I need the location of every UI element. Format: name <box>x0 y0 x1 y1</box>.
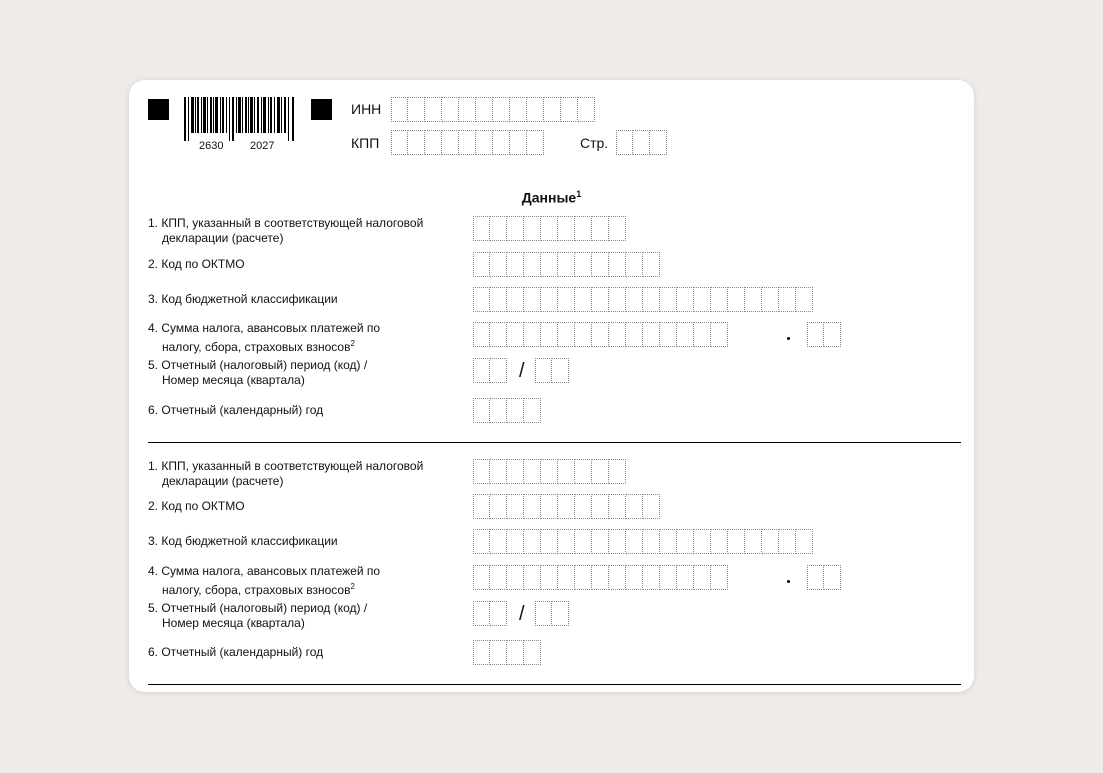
char-cell[interactable] <box>575 216 592 241</box>
char-cell[interactable] <box>425 130 442 155</box>
char-cell[interactable] <box>592 565 609 590</box>
oktmo-cells[interactable] <box>473 494 660 519</box>
char-cell[interactable] <box>660 565 677 590</box>
inn-label: ИНН <box>351 101 382 117</box>
char-cell[interactable] <box>575 252 592 277</box>
char-cell[interactable] <box>524 216 541 241</box>
section-divider <box>148 684 961 685</box>
char-cell[interactable] <box>694 529 711 554</box>
char-cell[interactable] <box>824 565 841 590</box>
barcode-number-right: 2027 <box>250 140 275 152</box>
char-cell[interactable] <box>535 358 552 383</box>
char-cell[interactable] <box>507 529 524 554</box>
char-cell[interactable] <box>524 459 541 484</box>
char-cell[interactable] <box>473 565 490 590</box>
decimal-point <box>787 580 790 583</box>
char-cell[interactable] <box>643 252 660 277</box>
char-cell[interactable] <box>527 97 544 122</box>
char-cell[interactable] <box>575 287 592 312</box>
char-cell[interactable] <box>442 97 459 122</box>
kpp-cells[interactable] <box>391 130 544 155</box>
char-cell[interactable] <box>507 287 524 312</box>
kpp-label: КПП <box>351 135 380 151</box>
char-cell[interactable] <box>609 529 626 554</box>
char-cell[interactable] <box>626 287 643 312</box>
char-cell[interactable] <box>626 252 643 277</box>
char-cell[interactable] <box>779 287 796 312</box>
corner-marker-right <box>311 99 332 120</box>
char-cell[interactable] <box>493 130 510 155</box>
period-code-cells[interactable] <box>473 358 507 383</box>
char-cell[interactable] <box>616 130 633 155</box>
char-cell[interactable] <box>643 287 660 312</box>
page-number-cells[interactable] <box>616 130 667 155</box>
char-cell[interactable] <box>558 494 575 519</box>
kbk-cells[interactable] <box>473 287 813 312</box>
char-cell[interactable] <box>558 565 575 590</box>
char-cell[interactable] <box>711 287 728 312</box>
char-cell[interactable] <box>592 287 609 312</box>
char-cell[interactable] <box>473 640 490 665</box>
char-cell[interactable] <box>558 216 575 241</box>
tax-amount-cells[interactable] <box>473 322 728 347</box>
char-cell[interactable] <box>524 565 541 590</box>
char-cell[interactable] <box>541 529 558 554</box>
char-cell[interactable] <box>476 130 493 155</box>
char-cell[interactable] <box>796 287 813 312</box>
kbk-cells[interactable] <box>473 529 813 554</box>
char-cell[interactable] <box>575 565 592 590</box>
char-cell[interactable] <box>762 529 779 554</box>
char-cell[interactable] <box>609 322 626 347</box>
char-cell[interactable] <box>391 97 408 122</box>
period-label: 5. Отчетный (налоговый) период (код) / Номер месяца (квартала) <box>148 601 368 630</box>
char-cell[interactable] <box>490 252 507 277</box>
char-cell[interactable] <box>677 322 694 347</box>
year-label: 6. Отчетный (календарный) год <box>148 645 324 659</box>
char-cell[interactable] <box>507 640 524 665</box>
kpp-declaration-cells[interactable] <box>473 459 626 484</box>
char-cell[interactable] <box>609 565 626 590</box>
char-cell[interactable] <box>490 494 507 519</box>
char-cell[interactable] <box>524 252 541 277</box>
char-cell[interactable] <box>507 565 524 590</box>
char-cell[interactable] <box>473 252 490 277</box>
section-divider <box>148 442 961 443</box>
char-cell[interactable] <box>541 494 558 519</box>
kbk-label: 3. Код бюджетной классификации <box>148 534 338 548</box>
char-cell[interactable] <box>626 565 643 590</box>
barcode-icon <box>184 97 296 141</box>
char-cell[interactable] <box>609 494 626 519</box>
char-cell[interactable] <box>626 494 643 519</box>
section-title-footnote: 1 <box>576 189 582 199</box>
char-cell[interactable] <box>524 398 541 423</box>
char-cell[interactable] <box>473 398 490 423</box>
char-cell[interactable] <box>694 322 711 347</box>
char-cell[interactable] <box>507 494 524 519</box>
tax-amount-fraction-cells[interactable] <box>807 565 841 590</box>
char-cell[interactable] <box>490 322 507 347</box>
char-cell[interactable] <box>609 287 626 312</box>
char-cell[interactable] <box>677 287 694 312</box>
char-cell[interactable] <box>476 97 493 122</box>
char-cell[interactable] <box>650 130 667 155</box>
period-separator: / <box>519 360 525 382</box>
char-cell[interactable] <box>728 529 745 554</box>
char-cell[interactable] <box>408 97 425 122</box>
char-cell[interactable] <box>473 601 490 626</box>
year-label: 6. Отчетный (календарный) год <box>148 403 324 417</box>
kbk-label: 3. Код бюджетной классификации <box>148 292 338 306</box>
char-cell[interactable] <box>592 252 609 277</box>
char-cell[interactable] <box>507 216 524 241</box>
char-cell[interactable] <box>558 287 575 312</box>
char-cell[interactable] <box>524 322 541 347</box>
char-cell[interactable] <box>643 494 660 519</box>
char-cell[interactable] <box>459 97 476 122</box>
char-cell[interactable] <box>510 97 527 122</box>
char-cell[interactable] <box>643 529 660 554</box>
char-cell[interactable] <box>535 601 552 626</box>
char-cell[interactable] <box>592 459 609 484</box>
char-cell[interactable] <box>510 130 527 155</box>
oktmo-cells[interactable] <box>473 252 660 277</box>
char-cell[interactable] <box>524 287 541 312</box>
tax-amount-cells[interactable] <box>473 565 728 590</box>
char-cell[interactable] <box>807 322 824 347</box>
char-cell[interactable] <box>660 529 677 554</box>
char-cell[interactable] <box>493 97 510 122</box>
kpp-declaration-label: 1. КПП, указанный в соответствующей налоговой декларации (расчете) <box>148 216 424 245</box>
char-cell[interactable] <box>643 322 660 347</box>
section-title <box>0 189 1103 206</box>
char-cell[interactable] <box>728 287 745 312</box>
char-cell[interactable] <box>391 130 408 155</box>
tax-amount-label: 4. Сумма налога, авансовых платежей по налогу, сбора, страховых взносов$^2$ <box>148 564 381 597</box>
char-cell[interactable] <box>609 459 626 484</box>
char-cell[interactable] <box>552 358 569 383</box>
char-cell[interactable] <box>711 529 728 554</box>
char-cell[interactable] <box>711 322 728 347</box>
char-cell[interactable] <box>643 565 660 590</box>
char-cell[interactable] <box>490 459 507 484</box>
char-cell[interactable] <box>796 529 813 554</box>
char-cell[interactable] <box>473 287 490 312</box>
char-cell[interactable] <box>558 322 575 347</box>
char-cell[interactable] <box>490 601 507 626</box>
char-cell[interactable] <box>626 529 643 554</box>
char-cell[interactable] <box>677 565 694 590</box>
char-cell[interactable] <box>575 322 592 347</box>
char-cell[interactable] <box>745 287 762 312</box>
char-cell[interactable] <box>660 287 677 312</box>
char-cell[interactable] <box>541 322 558 347</box>
corner-marker-left <box>148 99 169 120</box>
period-label: 5. Отчетный (налоговый) период (код) / Номер месяца (квартала) <box>148 358 368 387</box>
char-cell[interactable] <box>626 322 643 347</box>
char-cell[interactable] <box>575 459 592 484</box>
char-cell[interactable] <box>490 565 507 590</box>
char-cell[interactable] <box>524 529 541 554</box>
char-cell[interactable] <box>762 287 779 312</box>
char-cell[interactable] <box>507 252 524 277</box>
char-cell[interactable] <box>552 601 569 626</box>
char-cell[interactable] <box>558 529 575 554</box>
tax-amount-label: 4. Сумма налога, авансовых платежей по налогу, сбора, страховых взносов$^2$ <box>148 321 381 354</box>
barcode-number-left: 2630 <box>199 140 224 152</box>
char-cell[interactable] <box>609 216 626 241</box>
char-cell[interactable] <box>490 216 507 241</box>
char-cell[interactable] <box>541 459 558 484</box>
oktmo-label: 2. Код по ОКТМО <box>148 499 245 513</box>
char-cell[interactable] <box>459 130 476 155</box>
char-cell[interactable] <box>524 640 541 665</box>
char-cell[interactable] <box>473 322 490 347</box>
period-month-cells[interactable] <box>535 358 569 383</box>
char-cell[interactable] <box>541 565 558 590</box>
char-cell[interactable] <box>473 358 490 383</box>
kpp-declaration-label: 1. КПП, указанный в соответствующей налоговой декларации (расчете) <box>148 459 424 488</box>
tax-amount-fraction-cells[interactable] <box>807 322 841 347</box>
char-cell[interactable] <box>527 130 544 155</box>
char-cell[interactable] <box>507 322 524 347</box>
char-cell[interactable] <box>558 252 575 277</box>
char-cell[interactable] <box>507 398 524 423</box>
char-cell[interactable] <box>633 130 650 155</box>
char-cell[interactable] <box>779 529 796 554</box>
char-cell[interactable] <box>524 494 541 519</box>
char-cell[interactable] <box>541 216 558 241</box>
char-cell[interactable] <box>677 529 694 554</box>
char-cell[interactable] <box>660 322 677 347</box>
char-cell[interactable] <box>807 565 824 590</box>
char-cell[interactable] <box>575 529 592 554</box>
char-cell[interactable] <box>711 565 728 590</box>
page-label: Стр. <box>580 135 609 151</box>
char-cell[interactable] <box>490 287 507 312</box>
char-cell[interactable] <box>490 640 507 665</box>
char-cell[interactable] <box>592 322 609 347</box>
char-cell[interactable] <box>575 494 592 519</box>
period-code-cells[interactable] <box>473 601 507 626</box>
char-cell[interactable] <box>561 97 578 122</box>
char-cell[interactable] <box>592 216 609 241</box>
char-cell[interactable] <box>694 565 711 590</box>
oktmo-label: 2. Код по ОКТМО <box>148 257 245 271</box>
char-cell[interactable] <box>473 216 490 241</box>
char-cell[interactable] <box>541 287 558 312</box>
kpp-declaration-cells[interactable] <box>473 216 626 241</box>
char-cell[interactable] <box>473 459 490 484</box>
period-separator: / <box>519 603 525 625</box>
section-title-text: Данные <box>521 189 577 206</box>
char-cell[interactable] <box>558 459 575 484</box>
char-cell[interactable] <box>694 287 711 312</box>
char-cell[interactable] <box>824 322 841 347</box>
decimal-point <box>787 337 790 340</box>
char-cell[interactable] <box>490 529 507 554</box>
period-month-cells[interactable] <box>535 601 569 626</box>
year-cells[interactable] <box>473 398 541 423</box>
char-cell[interactable] <box>442 130 459 155</box>
char-cell[interactable] <box>490 398 507 423</box>
char-cell[interactable] <box>745 529 762 554</box>
char-cell[interactable] <box>544 97 561 122</box>
char-cell[interactable] <box>609 252 626 277</box>
char-cell[interactable] <box>425 97 442 122</box>
year-cells[interactable] <box>473 640 541 665</box>
char-cell[interactable] <box>592 529 609 554</box>
char-cell[interactable] <box>473 529 490 554</box>
char-cell[interactable] <box>507 459 524 484</box>
char-cell[interactable] <box>490 358 507 383</box>
char-cell[interactable] <box>578 97 595 122</box>
char-cell[interactable] <box>541 252 558 277</box>
char-cell[interactable] <box>473 494 490 519</box>
char-cell[interactable] <box>408 130 425 155</box>
char-cell[interactable] <box>592 494 609 519</box>
inn-cells[interactable] <box>391 97 595 122</box>
